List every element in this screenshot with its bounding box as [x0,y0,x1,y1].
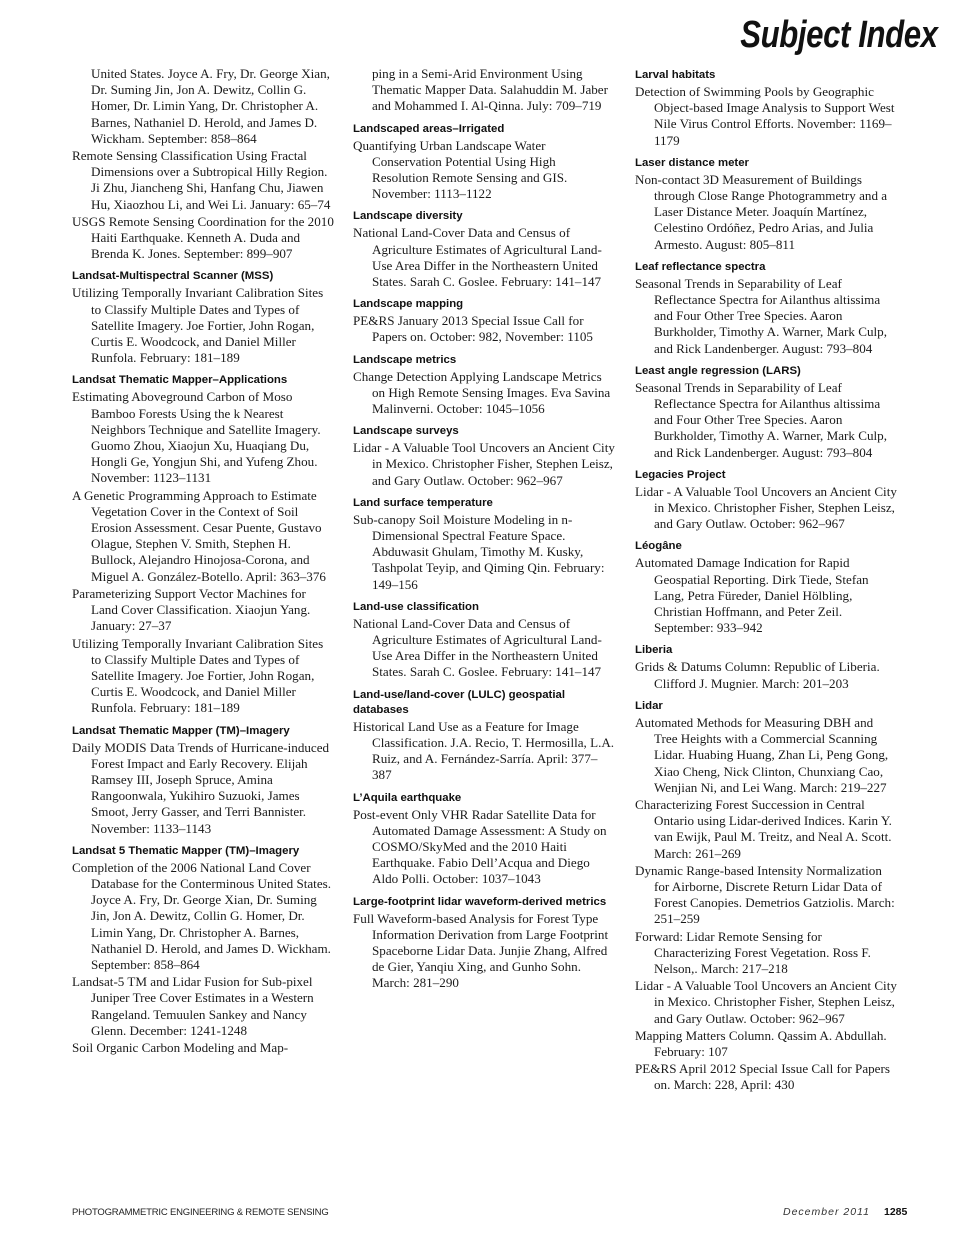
index-column-1 [72,66,334,1057]
index-entry: Dynamic Range-based Intensity Normalization for Airborne, Discrete Return Lidar Data of Forest Canopies. Demetrios Gatziolis. March: 251–259 [635,862,895,927]
index-entry: Daily MODIS Data Trends of Hurricane-induced Forest Impact and Early Recovery. Elijah Ramsey III, Joseph Spruce, Amina Rangoonwala, Yukihiro Suzuoki, James Smoot, Jerry Gasser, and Terri Bannister. November: 1133–1143 [72,739,330,836]
index-heading: Leaf reflectance spectra [635,260,766,273]
footer-journal-name: PHOTOGRAMMETRIC ENGINEERING & REMOTE SENSING [72,1207,329,1218]
index-heading: Laser distance meter [635,156,749,169]
index-heading: Léogâne [635,540,682,553]
index-entry: Utilizing Temporally Invariant Calibration Sites to Classify Multiple Dates and Types of Satellite Imagery. Joe Fortier, John Rogan, Curtis E. Woodcock, and Daniel Miller Runfola. February: 181–189 [72,635,324,716]
index-entry: Forward: Lidar Remote Sensing for Characterizing Forest Vegetation. Ross F. Nelson,. March: 217–218 [635,928,871,976]
index-entry: PE&RS April 2012 Special Issue Call for Papers on. March: 228, April: 430 [635,1061,890,1093]
index-heading: Landscape surveys [353,425,459,438]
index-heading: Liberia [635,644,673,657]
index-heading: Large-footprint lidar waveform-derived metrics [353,895,607,908]
index-heading: Landscape diversity [353,210,463,223]
index-column-2 [353,66,615,993]
index-column-3 [635,66,897,1095]
index-entry: Lidar - A Valuable Tool Uncovers an Ancient City in Mexico. Christopher Fisher, Stephen Leisz, and Gary Outlaw. October: 962–967 [635,978,897,1026]
index-heading: Landsat Thematic Mapper–Applications [72,374,288,387]
index-entry: PE&RS January 2013 Special Issue Call for Papers on. October: 982, November: 1105 [353,313,593,345]
index-heading: Landscaped areas–Irrigated [353,122,505,135]
index-heading: Landsat Thematic Mapper (TM)–Imagery [72,724,290,737]
index-entry: Grids & Datums Column: Republic of Liberia. Clifford J. Mugnier. March: 201–203 [635,659,880,691]
index-entry: Parameterizing Support Vector Machines for Land Cover Classification. Xiaojun Yang. January: 27–37 [72,585,311,634]
index-entry: Non-contact 3D Measurement of Buildings through Close Range Photogrammetry and a Laser Distance Meter. Joaquín Martínez, Celestino Ordóñez, Pedro Arias, and Julia Armesto. August: 805–811 [635,171,888,252]
index-heading: Landscape mapping [353,298,464,311]
index-heading: Lidar [635,699,663,712]
index-entry: Sub-canopy Soil Moisture Modeling in n-Dimensional Spectral Feature Space. Abduwasit Ghulam, Timothy M. Kusky, Tashpolat Teyip, and Qiming Qin. February: 149–156 [353,511,605,592]
index-entry: ping in a Semi-Arid Environment Using Thematic Mapper Data. Salahuddin M. Jaber and Mohammed I. Al-Qinna. July: 709–719 [372,66,608,114]
index-entry: Historical Land Use as a Feature for Image Classification. J.A. Recio, T. Hermosilla, L.A. Ruiz, and A. Fernández-Sarría. April: 377–387 [353,718,615,783]
index-heading: Land-use/land-cover (LULC) geospatial databases [353,688,566,716]
index-entry: Remote Sensing Classification Using Fractal Dimensions over a Subtropical Hilly Region. Ji Zhu, Jiancheng Shi, Hanfang Chu, Jiawen Hu, Xiaozhou Li, and Wei Li. January: 65–74 [72,148,331,212]
footer-date: December 2011 [783,1206,870,1218]
index-entry: National Land-Cover Data and Census of Agriculture Estimates of Agricultural Land-Use Area Differ in the Northeastern United States. Sarah C. Goslee. February: 141–147 [353,615,602,680]
index-entry: Full Waveform-based Analysis for Forest Type Information Derivation from Large Footprint Spaceborne Lidar Data. Junjie Zhang, Alfred de Gier, Yanqiu Xing, and Gunho Sohn. March: 281–290 [353,910,609,991]
index-entry: National Land-Cover Data and Census of Agriculture Estimates of Agricultural Land-Use Area Differ in the Northeastern United States. Sarah C. Goslee. February: 141–147 [353,225,602,290]
index-entry: Detection of Swimming Pools by Geographic Object-based Image Analysis to Support West Nile Virus Control Efforts. November: 1169–1179 [635,84,895,148]
index-entry: Utilizing Temporally Invariant Calibration Sites to Classify Multiple Dates and Types of Satellite Imagery. Joe Fortier, John Rogan, Curtis E. Woodcock, and Daniel Miller Runfola. February: 181–189 [72,285,324,366]
index-entry: A Genetic Programming Approach to Estimate Vegetation Cover in the Context of Soil Erosion Assessment. Cesar Puente, Gustavo Olague, Stephen V. Smith, Stephen H. Bullock, Alejandro Hinojosa-Corona, and Miguel A. González-Botello. April: 363–376 [72,487,326,584]
index-heading: Land surface temperature [353,496,493,509]
index-heading: L’Aquila earthquake [353,791,462,804]
index-heading: Legacies Project [635,468,726,481]
index-entry: Post-event Only VHR Radar Satellite Data for Automated Damage Assessment: A Study on COSMO/SkyMed and the 2010 Haiti Earthquake. Fabio Dell’Acqua and Diego Aldo Polli. October: 1037–1043 [353,806,607,887]
index-entry: Quantifying Urban Landscape Water Conservation Potential Using High Resolution Remote Sensing and GIS. November: 1113–1122 [353,137,568,202]
index-entry: Characterizing Forest Succession in Central Ontario using Lidar-derived Indices. Karin Y. van Ewijk, Paul M. Treitz, and Neal A. Scott. March: 261–269 [635,796,892,861]
index-entry: Completion of the 2006 National Land Cover Database for the Conterminous United States. Joyce A. Fry, Dr. George Xian, Dr. Suming Jin, Jon A. Dewitz, Collin G. Homer, Dr. Limin Yang, Dr. Christopher A. Barnes, Nathaniel D. Herold, and James D. Wickham. September: 858–864 [72,859,331,972]
index-entry: Seasonal Trends in Separability of Leaf Reflectance Spectra for Ailanthus altissima and Four Other Tree Species. Aaron Burkholder, Timothy A. Warner, Mark Culp, and Rick Landenberger. August: 793–804 [635,379,887,460]
page-title: Subject Index [740,14,938,56]
index-entry: Mapping Matters Column. Qassim A. Abdullah. February: 107 [635,1027,887,1059]
footer-page-number: 1285 [884,1206,908,1218]
index-heading: Least angle regression (LARS) [635,364,801,377]
index-entry: USGS Remote Sensing Coordination for the 2010 Haiti Earthquake. Kenneth A. Duda and Brenda K. Jones. September: 899–907 [72,213,334,262]
index-heading: Landscape metrics [353,353,457,366]
index-entry: Automated Methods for Measuring DBH and Tree Heights with a Commercial Scanning Lidar. Huabing Huang, Zhan Li, Peng Gong, Xiao Cheng, Nick Clinton, Chunxiang Cao, Wenjian Ni, and Lei Wang. March: 219–227 [635,714,889,795]
index-heading: Larval habitats [635,69,716,81]
index-entry: Soil Organic Carbon Modeling and Map- [72,1039,289,1055]
index-heading: Landsat-Multispectral Scanner (MSS) [72,270,274,283]
index-entry: Lidar - A Valuable Tool Uncovers an Ancient City in Mexico. Christopher Fisher, Stephen Leisz, and Gary Outlaw. October: 962–967 [635,483,897,532]
index-entry: Seasonal Trends in Separability of Leaf Reflectance Spectra for Ailanthus altissima and Four Other Tree Species. Aaron Burkholder, Timothy A. Warner, Mark Culp, and Rick Landenberger. August: 793–804 [635,275,887,356]
index-heading: Landsat 5 Thematic Mapper (TM)–Imagery [72,844,300,857]
index-entry: United States. Joyce A. Fry, Dr. George Xian, Dr. Suming Jin, Jon A. Dewitz, Collin G. Homer, Dr. Limin Yang, Dr. Christopher A. Barnes, Nathaniel D. Herold, and James D. Wickham. September: 858–864 [91,66,330,146]
index-heading: Land-use classification [353,600,479,613]
index-entry: Change Detection Applying Landscape Metrics on High Remote Sensing Images. Eva Savina Malinverni. October: 1045–1056 [353,368,611,417]
index-entry: Lidar - A Valuable Tool Uncovers an Ancient City in Mexico. Christopher Fisher, Stephen Leisz, and Gary Outlaw. October: 962–967 [353,440,615,488]
index-entry: Automated Damage Indication for Rapid Geospatial Reporting. Dirk Tiede, Stefan Lang, Petra Füreder, Daniel Hölbling, Christian Hoffmann, and Peter Zeil. September: 933–942 [635,555,869,636]
index-entry: Landsat-5 TM and Lidar Fusion for Sub-pixel Juniper Tree Cover Estimates in a Western Rangeland. Temuulen Sankey and Nancy Glenn. December: 1241-1248 [72,974,314,1038]
index-entry: Estimating Aboveground Carbon of Moso Bamboo Forests Using the k Nearest Neighbors Technique and Satellite Imagery. Guomo Zhou, Xiaojun Xu, Huaqiang Du, Hongli Ge, Yongjun Shi, and Yufeng Zhou. November: 1123–1131 [72,389,321,486]
